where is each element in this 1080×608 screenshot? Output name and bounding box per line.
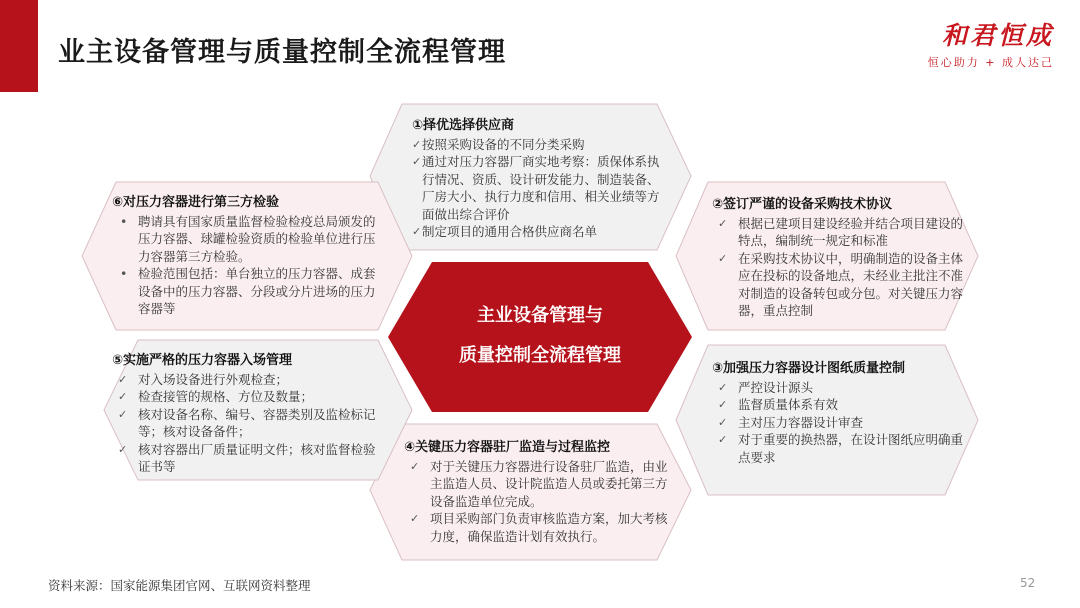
section-heading: ①择优选择供应商 bbox=[412, 118, 515, 133]
page-number: 52 bbox=[1020, 576, 1036, 590]
source-note: 资料来源：国家能源集团官网、互联网资料整理 bbox=[48, 578, 311, 593]
section-factory-supervision bbox=[404, 439, 668, 545]
section-item: • 聘请具有国家质量监督检验检疫总局颁发的压力容器、球罐检验资质的检验单位进行压力容器第三方检验。 bbox=[112, 213, 378, 266]
section-item: ✓ 对于重要的换热器，在设计图纸应明确重点要求 bbox=[712, 431, 974, 466]
section-item: ✓ 在采购技术协议中，明确制造的设备主体应在投标的设备地点，未经业主批注不准对制造的设备转包或分包。对关键压力容器，重点控制 bbox=[712, 250, 974, 320]
section-item: ✓ 检查接管的规格、方位及数量； bbox=[112, 388, 376, 406]
section-item: ✓ 根据已建项目建设经验并结合项目建设的特点，编制统一规定和标准 bbox=[712, 215, 974, 250]
section-heading: ③加强压力容器设计图纸质量控制 bbox=[712, 361, 906, 376]
page-title: 业主设备管理与质量控制全流程管理 bbox=[58, 37, 506, 68]
section-heading: ⑥对压力容器进行第三方检验 bbox=[112, 195, 280, 210]
section-item: • 检验范围包括：单台独立的压力容器、成套设备中的压力容器、分段或分片进场的压力容器等 bbox=[112, 265, 378, 318]
section-item: ✓ 项目采购部门负责审核监造方案，加大考核力度，确保监造计划有效执行。 bbox=[404, 510, 668, 545]
section-item: ✓ 制定项目的通用合格供应商名单 bbox=[412, 223, 664, 241]
section-heading: ②签订严谨的设备采购技术协议 bbox=[712, 197, 893, 212]
center-line-2: 质量控制全流程管理 bbox=[459, 345, 621, 366]
section-procurement-agreement bbox=[712, 196, 974, 320]
section-heading: ⑤实施严格的压力容器入场管理 bbox=[112, 353, 293, 368]
section-design-quality bbox=[712, 360, 974, 466]
section-item: ✓ 主对压力容器设计审查 bbox=[712, 414, 974, 432]
section-item: ✓ 对于关键压力容器进行设备驻厂监造，由业主监造人员、设计院监造人员或委托第三方设备监造单位完成。 bbox=[404, 458, 668, 511]
section-item: ✓ 监督质量体系有效 bbox=[712, 396, 974, 414]
section-item: ✓ 核对容器出厂质量证明文件；核对监督检验证书等 bbox=[112, 441, 376, 476]
section-item: ✓ 核对设备名称、编号、容器类别及监检标记等；核对设备备件； bbox=[112, 406, 376, 441]
section-third-party-inspection bbox=[112, 194, 378, 318]
section-item: ✓ 严控设计源头 bbox=[712, 379, 974, 397]
logo-text: 和君恒成 bbox=[941, 21, 1054, 50]
section-item: ✓ 通过对压力容器厂商实地考察：质保体系执行情况、资质、设计研发能力、制造装备、厂房大小、执行力度和信用、相关业绩等方面做出综合评价 bbox=[412, 153, 664, 223]
center-hexagon-label bbox=[400, 296, 680, 376]
section-supplier-selection bbox=[412, 117, 664, 241]
section-item: ✓ 按照采购设备的不同分类采购 bbox=[412, 136, 664, 154]
logo-slogan: 恒心助力 + 成人达己 bbox=[927, 56, 1054, 69]
section-item: ✓ 对入场设备进行外观检查； bbox=[112, 371, 376, 389]
center-line-1: 主业设备管理与 bbox=[477, 305, 603, 326]
section-site-entry bbox=[112, 352, 376, 476]
section-heading: ④关键压力容器驻厂监造与过程监控 bbox=[404, 440, 611, 455]
